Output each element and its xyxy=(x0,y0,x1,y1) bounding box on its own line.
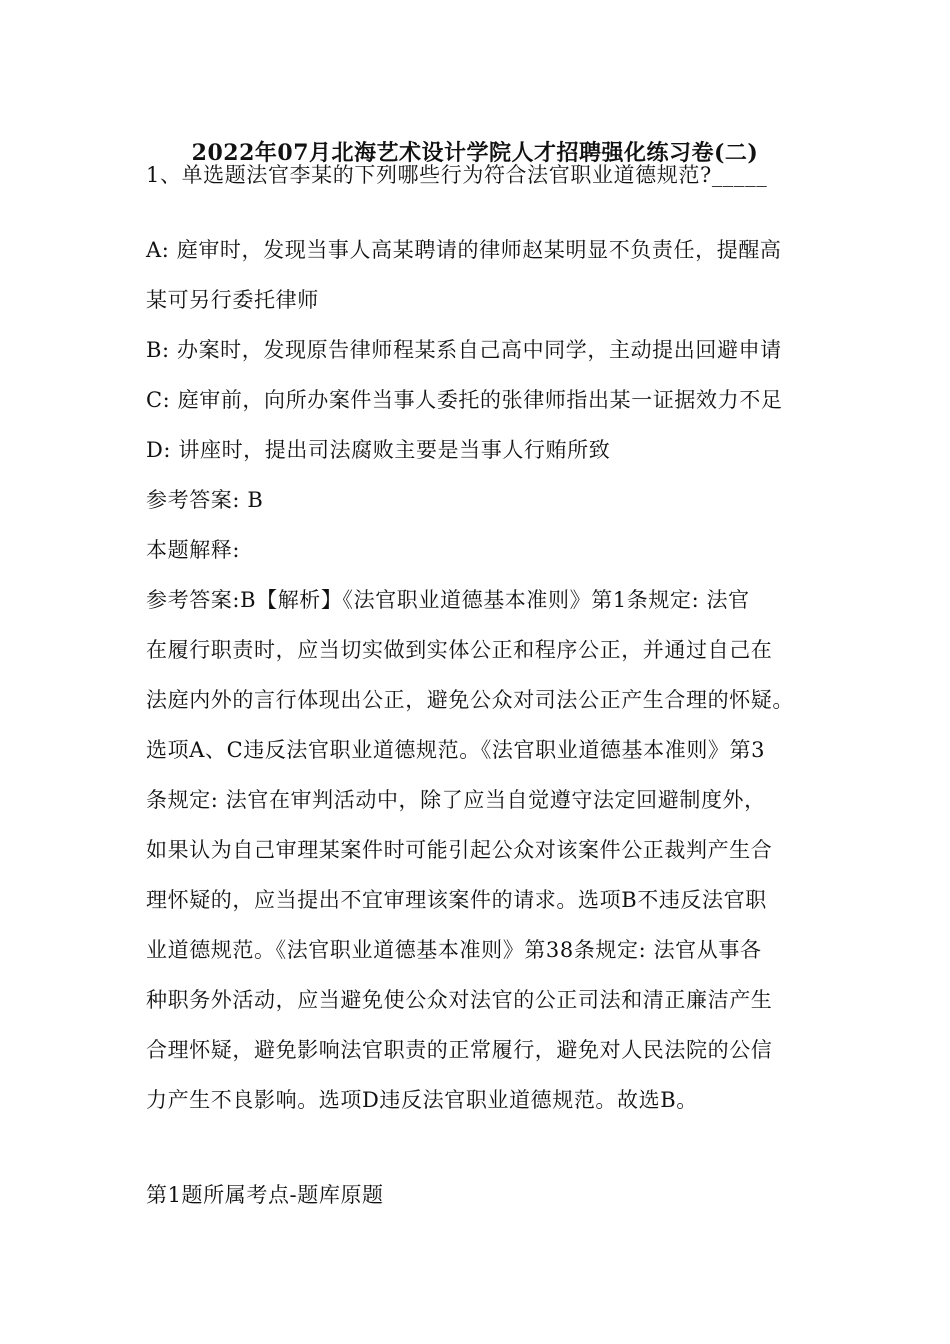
document-title: 2022年07月北海艺术设计学院人才招聘强化练习卷(二) xyxy=(191,140,759,166)
explanation-line: 选项A、C违反法官职业道德规范。《法官职业道德基本准则》第3 xyxy=(146,738,766,762)
explanation-line: 条规定: 法官在审判活动中，除了应当自觉遵守法定回避制度外， xyxy=(146,788,766,812)
option-b: B: 办案时，发现原告律师程某系自己高中同学，主动提出回避申请 xyxy=(146,338,782,362)
explanation-line: 如果认为自己审理某案件时可能引起公众对该案件公正裁判产生合 xyxy=(146,838,773,862)
explanation-label: 本题解释: xyxy=(146,538,241,562)
option-a-line-2: 某可另行委托律师 xyxy=(146,288,319,312)
explanation-line: 力产生不良影响。选项D违反法官职业道德规范。故选B。 xyxy=(146,1088,698,1112)
reference-answer: 参考答案: B xyxy=(146,488,264,512)
question-stem: 1、单选题法官李某的下列哪些行为符合法官职业道德规范?_____ xyxy=(146,163,768,187)
explanation-line: 在履行职责时，应当切实做到实体公正和程序公正，并通过自己在 xyxy=(146,638,773,662)
explanation-line: 参考答案:B【解析】《法官职业道德基本准则》第1条规定: 法官 xyxy=(146,588,750,612)
option-c: C: 庭审前，向所办案件当事人委托的张律师指出某一证据效力不足 xyxy=(146,388,783,412)
explanation-line: 理怀疑的，应当提出不宜审理该案件的请求。选项B不违反法官职 xyxy=(146,888,767,912)
explanation-line: 法庭内外的言行体现出公正，避免公众对司法公正产生合理的怀疑。 xyxy=(146,688,794,712)
knowledge-point: 第1题所属考点-题库原题 xyxy=(146,1183,384,1207)
option-d: D: 讲座时，提出司法腐败主要是当事人行贿所致 xyxy=(146,438,611,462)
option-a-line-1: A: 庭审时，发现当事人高某聘请的律师赵某明显不负责任，提醒高 xyxy=(146,238,782,262)
explanation-line: 种职务外活动，应当避免使公众对法官的公正司法和清正廉洁产生 xyxy=(146,988,773,1012)
explanation-line: 合理怀疑，避免影响法官职责的正常履行，避免对人民法院的公信 xyxy=(146,1038,773,1062)
explanation-line: 业道德规范。《法官职业道德基本准则》第38条规定: 法官从事各 xyxy=(146,938,762,962)
